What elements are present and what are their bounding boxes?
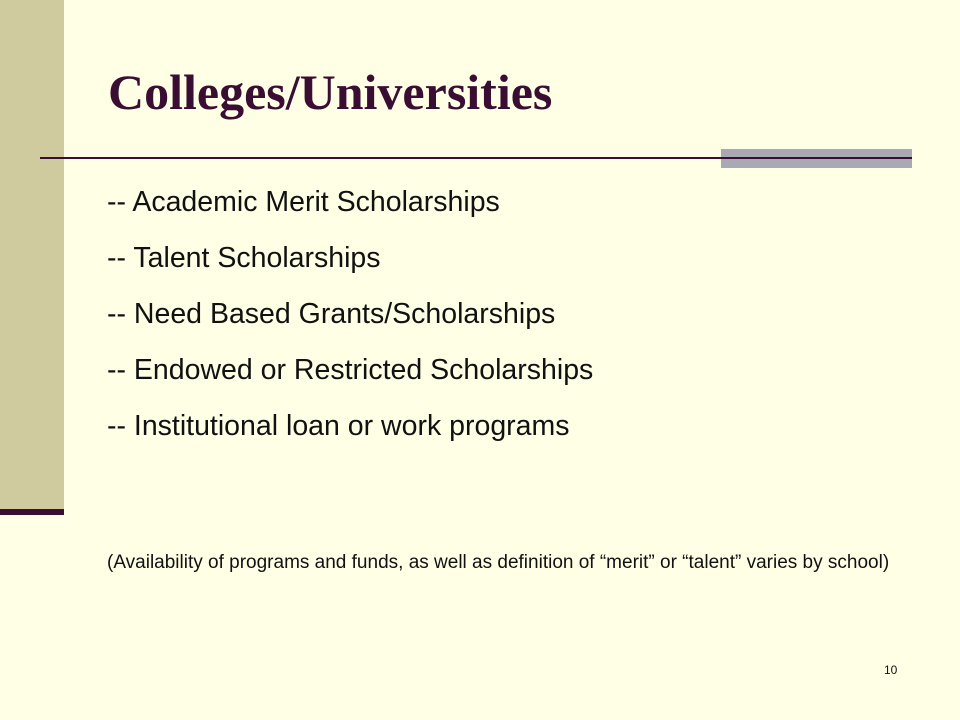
- scholarship-list: [107, 174, 593, 454]
- title-divider-accent: [721, 149, 912, 168]
- list-item: -- Talent Scholarships: [107, 242, 381, 274]
- list-item: -- Academic Merit Scholarships: [107, 186, 500, 218]
- page-number: 10: [884, 663, 898, 677]
- list-item: -- Need Based Grants/Scholarships: [107, 298, 556, 330]
- list-item: -- Institutional loan or work programs: [107, 410, 570, 442]
- slide-title: Colleges/Universities: [108, 64, 553, 120]
- left-side-band: [0, 0, 64, 512]
- availability-note: (Availability of programs and funds, as well as definition of “merit” or “talent” varies by school): [107, 552, 890, 573]
- list-item: -- Endowed or Restricted Scholarships: [107, 354, 594, 386]
- left-band-accent-line: [0, 509, 64, 515]
